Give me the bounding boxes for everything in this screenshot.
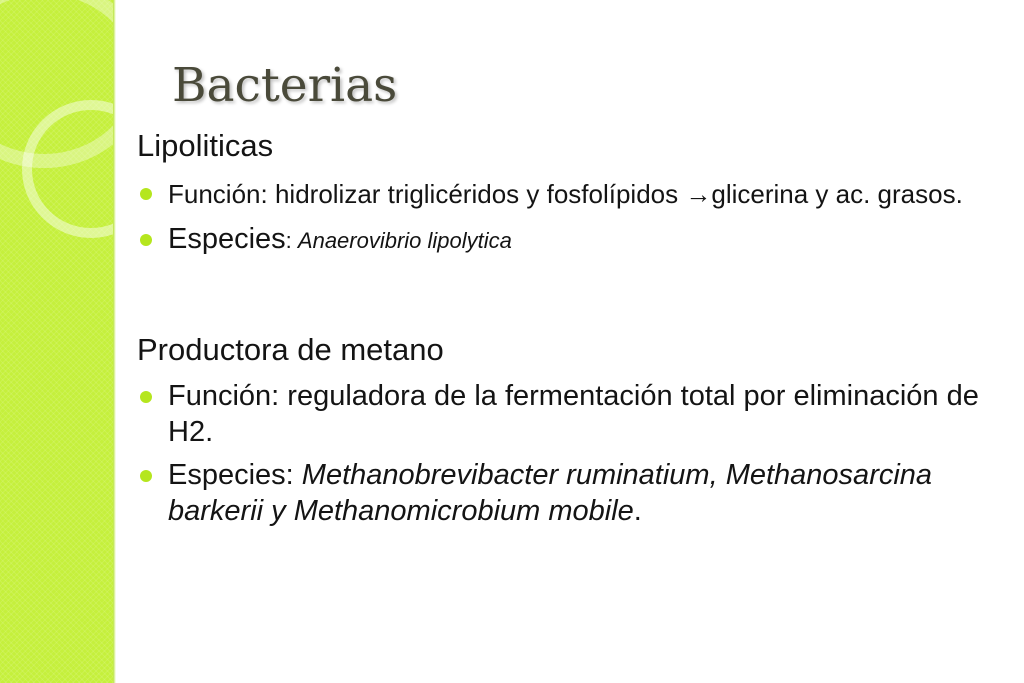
species-label: Especies: (168, 459, 294, 491)
species-colon: : (285, 228, 298, 253)
lipoliticas-bullet-list (137, 177, 1007, 259)
species-names: Methanobrevibacter ruminatium, Methanosarcina barkerii y Methanomicrobium mobile (168, 459, 933, 527)
section-heading-productora-de-metano: Productora de metano (137, 332, 444, 367)
arrow-right-icon: → (685, 179, 712, 209)
list-item-lipoliticas-species (137, 221, 1007, 259)
list-item-metano-function (137, 378, 1007, 450)
metano-bullet-list (137, 378, 1007, 529)
list-item-lipoliticas-function (137, 177, 1007, 212)
function-text: reguladora de la fermentación total por eliminación de H2. (168, 380, 979, 448)
species-end: . (633, 495, 642, 527)
bullet-dot-icon (140, 234, 152, 246)
species-label: Especies (168, 223, 286, 255)
bullet-dot-icon (140, 188, 152, 200)
decorative-sidebar (0, 0, 113, 683)
function-label: Función: (168, 380, 280, 412)
function-text: hidrolizar triglicéridos y fosfolípidos (267, 179, 686, 209)
section-heading-lipoliticas: Lipoliticas (137, 128, 274, 163)
bullet-dot-icon (140, 391, 152, 403)
species-names: Anaerovibrio lipolytica (297, 228, 512, 253)
slide-title: Bacterias (172, 58, 398, 113)
function-label: Función: (168, 179, 268, 209)
list-item-metano-species (137, 457, 1007, 529)
sidebar-edge (113, 0, 116, 683)
bullet-dot-icon (140, 470, 152, 482)
function-text-result: glicerina y ac. grasos. (711, 179, 963, 209)
